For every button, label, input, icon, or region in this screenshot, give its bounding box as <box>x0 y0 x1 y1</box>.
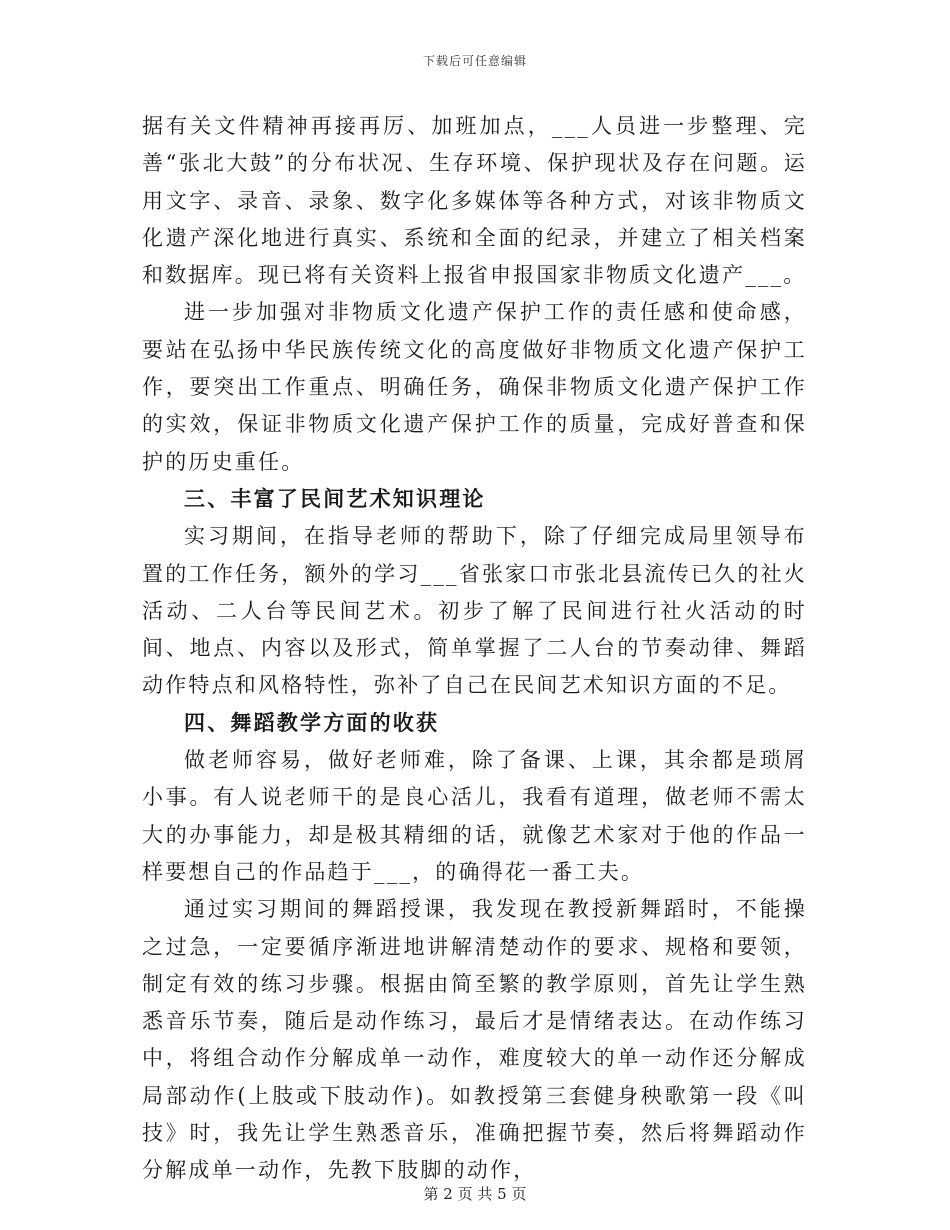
paragraph-5: 通过实习期间的舞蹈授课，我发现在教授新舞蹈时，不能操之过急，一定要循序渐进地讲解清楚动作的要求、规格和要领，制定有效的练习步骤。根据由简至繁的教学原则，首先让学生熟悉音乐节奏，随后是动作练习，最后才是情绪表达。在动作练习中，将组合动作分解成单一动作，难度较大的单一动作还分解成局部动作(上肢或下肢动作)。如教授第三套健身秧歌第一段《叫技》时，我先让学生熟悉音乐，准确把握节奏，然后将舞蹈动作分解成单一动作，先教下肢脚的动作， <box>142 897 807 1183</box>
paragraph-3: 实习期间，在指导老师的帮助下，除了仔细完成局里领导布置的工作任务，额外的学习___省张家口市张北县流传已久的社火活动、二人台等民间艺术。初步了解了民间进行社火活动的时间、地点、内容以及形式，简单掌握了二人台的节奏动律、舞蹈动作特点和风格特性，弥补了自己在民间艺术知识方面的不足。 <box>142 524 807 698</box>
document-body <box>142 108 807 1190</box>
paragraph-4: 做老师容易，做好老师难，除了备课、上课，其余都是琐屑小事。有人说老师干的是良心活儿，我看有道理，做老师不需太大的办事能力，却是极其精细的话，就像艺术家对于他的作品一样要想自己的作品趋于___，的确得花一番工夫。 <box>142 748 807 884</box>
page-number: 第 2 页 共 5 页 <box>423 1185 527 1203</box>
page-header: 下载后可任意编辑 <box>422 54 527 68</box>
paragraph-2: 进一步加强对非物质文化遗产保护工作的责任感和使命感，要站在弘扬中华民族传统文化的高度做好非物质文化遗产保护工作，要突出工作重点、明确任务，确保非物质文化遗产保护工作的实效，保证非物质文化遗产保护工作的质量，完成好普查和保护的历史重任。 <box>142 300 807 474</box>
section-heading-4: 四、舞蹈教学方面的收获 <box>184 710 440 735</box>
paragraph-1: 据有关文件精神再接再厉、加班加点，___人员进一步整理、完善“张北大鼓”的分布状况、生存环境、保护现状及存在问题。运用文字、录音、录象、数字化多媒体等各种方式，对该非物质文化遗产深化地进行真实、系统和全面的纪录，并建立了相关档案和数据库。现已将有关资料上报省申报国家非物质文化遗产___。 <box>142 114 807 288</box>
section-heading-3: 三、丰富了民间艺术知识理论 <box>184 486 486 511</box>
